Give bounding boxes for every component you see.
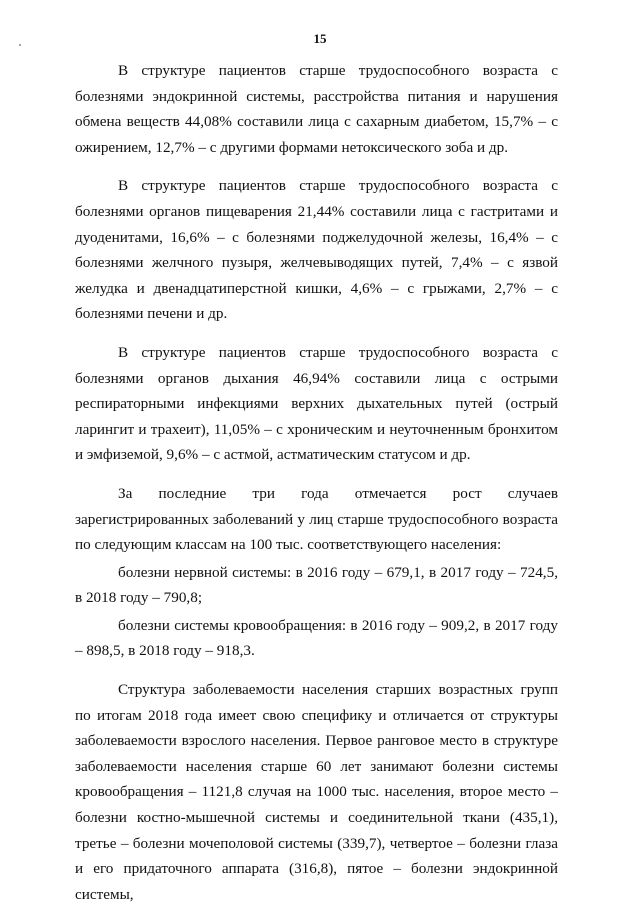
paragraph-circulatory-system: болезни системы кровообращения: в 2016 году – 909,2, в 2017 году – 898,5, в 2018 году – 918,3. bbox=[75, 616, 558, 660]
document-body bbox=[75, 58, 558, 907]
paragraph-growth-intro: За последние три года отмечается рост случаев зарегистрированных заболеваний у лиц старше трудоспособного возраста по следующим классам на 100 тыс. соответствующего населения: bbox=[75, 484, 558, 554]
paragraph-endocrine: В структуре пациентов старше трудоспособного возраста с болезнями эндокринной системы, расстройства питания и нарушения обмена веществ 44,08% составили лица с сахарным диабетом, 15,7% – с ожирением, 12,7% – с другими формами нетоксического зоба и др. bbox=[75, 62, 558, 156]
paragraph-respiratory: В структуре пациентов старше трудоспособного возраста с болезнями органов дыхания 46,94% составили лица с острыми респираторными инфекциями верхних дыхательных путей (острый ларингит и трахеит), 11,05% – с хроническим и неуточненным бронхитом и эмфиземой, 9,6% – с астмой, астматическим статусом и др. bbox=[75, 343, 558, 464]
page-number: 15 bbox=[313, 31, 327, 46]
paragraph-nervous-system: болезни нервной системы: в 2016 году – 679,1, в 2017 году – 724,5, в 2018 году – 790,8; bbox=[75, 563, 558, 607]
paragraph-digestive: В структуре пациентов старше трудоспособного возраста с болезнями органов пищеварения 21,44% составили лица с гастритами и дуоденитами, 16,6% – с болезнями поджелудочной железы, 16,4% – с болезнями желчного пузыря, желчевыводящих путей, 7,4% – с язвой желудка и двенадцатиперстной кишки, 4,6% – с грыжами, 2,7% – с болезнями печени и др. bbox=[75, 177, 558, 323]
paragraph-morbidity-structure: Структура заболеваемости населения старших возрастных групп по итогам 2018 года имеет свою специфику и отличается от структуры заболеваемости взрослого населения. Первое ранговое место в структуре заболеваемости населения старше 60 лет занимают болезни системы кровообращения – 1121,8 случая на 1000 тыс. населения, второе место – болезни костно-мышечной системы и соединительной ткани (435,1), третье – болезни мочеполовой системы (339,7), четвертое – болезни глаза и его придаточного аппарата (316,8), пятое – болезни эндокринной системы, bbox=[75, 681, 558, 903]
